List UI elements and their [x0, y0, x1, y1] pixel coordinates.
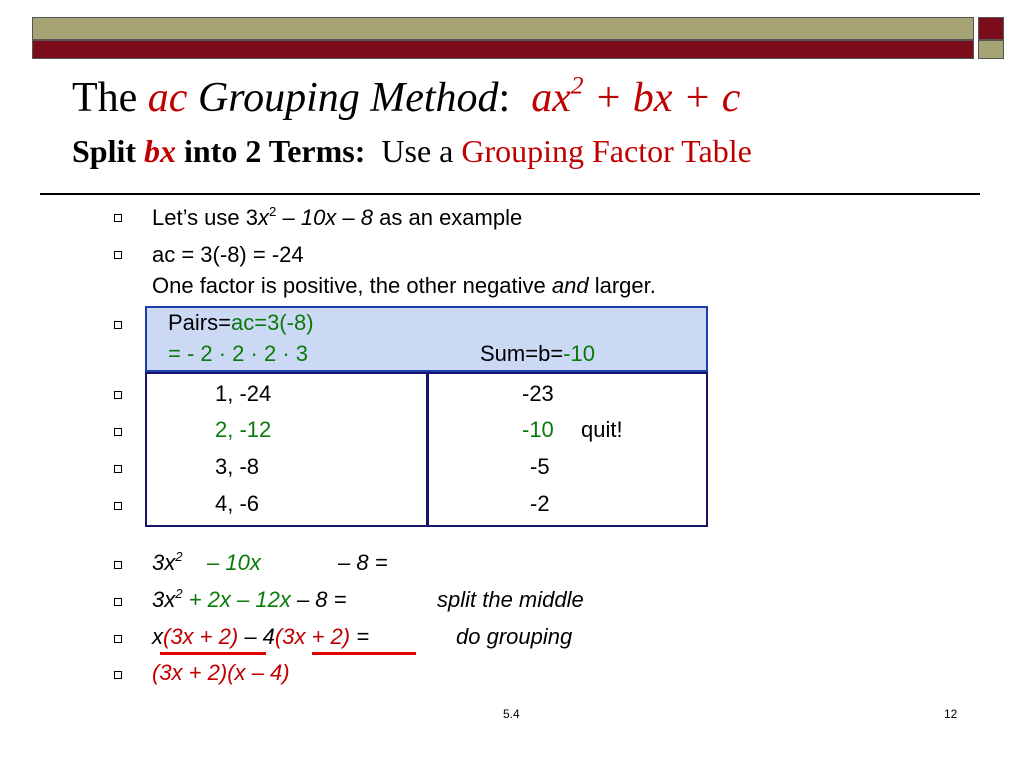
pairs-factorization: = - 2 · 2 · 2 · 3 — [168, 341, 308, 366]
step-grouping: x(3x + 2) – 4(3x + 2) = — [152, 624, 370, 649]
footer-section: 5.4 — [503, 707, 520, 721]
table-row-sum: -23 — [522, 381, 554, 406]
factor-table-divider — [426, 372, 429, 527]
bullet-icon — [114, 251, 122, 259]
page-number: 12 — [944, 707, 958, 721]
bullet-icon — [114, 214, 122, 222]
title-expr-rest: + bx + c — [583, 75, 741, 121]
header-square-maroon — [978, 17, 1004, 40]
bullet-ac-line: ac = 3(-8) = -24 — [152, 242, 304, 267]
bullet-example: Let’s use $3x^2 - 10x - 8$ as an example — [152, 203, 523, 230]
bullet-icon — [114, 391, 122, 399]
title-the: The — [72, 75, 138, 121]
bullet-ac-explanation: One factor is positive, the other negative and larger. — [152, 273, 656, 298]
red-underline — [312, 652, 416, 655]
subtitle-split: Split — [72, 133, 137, 169]
step-original: $3x^2$ — [152, 548, 183, 575]
header-bar-olive — [32, 17, 974, 40]
bullet-icon — [114, 561, 122, 569]
header-square-olive — [978, 40, 1004, 59]
step-original-constant: – 8 = — [338, 550, 388, 575]
bullet-icon — [114, 428, 122, 436]
red-underline — [160, 652, 266, 655]
title-divider — [40, 193, 980, 195]
step-split: $3x^2 + 2x - 12x - 8$ = — [152, 585, 347, 612]
bullet-icon — [114, 635, 122, 643]
table-row-pair: 2, -12 — [215, 417, 272, 442]
bullet-icon — [114, 465, 122, 473]
title-expr-ax: ax — [531, 75, 571, 121]
slide-title — [72, 74, 740, 122]
table-row-sum: -5 — [530, 454, 550, 479]
table-row-pair: 3, -8 — [215, 454, 260, 479]
table-row-pair: 1, -24 — [215, 381, 272, 406]
slide-subtitle — [72, 132, 752, 170]
bullet-icon — [114, 671, 122, 679]
title-colon: : — [498, 75, 511, 121]
title-ac: ac — [147, 75, 188, 121]
step-split-note: split the middle — [437, 587, 584, 612]
subtitle-bx: bx — [144, 133, 177, 169]
bullet-icon — [114, 321, 122, 329]
table-row-sum: -10 — [522, 417, 554, 442]
bullet-icon — [114, 502, 122, 510]
subtitle-table: Grouping Factor Table — [461, 133, 752, 169]
table-row-pair: 4, -6 — [215, 491, 260, 516]
table-row-sum: -2 — [530, 491, 550, 516]
header-bar-maroon — [32, 40, 974, 59]
title-method: Grouping Method — [197, 75, 499, 121]
table-row-note: quit! — [581, 417, 623, 442]
step-original-middle: – 10x — [207, 550, 261, 575]
step-answer: (3x + 2)(x – 4) — [152, 660, 290, 685]
pairs-label: Pairs=ac=3(-8) — [168, 310, 314, 335]
title-expr-sup: 2 — [570, 72, 584, 100]
subtitle-into: into 2 Terms: — [184, 133, 366, 169]
subtitle-use: Use a — [381, 133, 454, 169]
step-grouping-note: do grouping — [456, 624, 573, 649]
bullet-icon — [114, 598, 122, 606]
sum-label: Sum=b=-10 — [480, 341, 595, 366]
